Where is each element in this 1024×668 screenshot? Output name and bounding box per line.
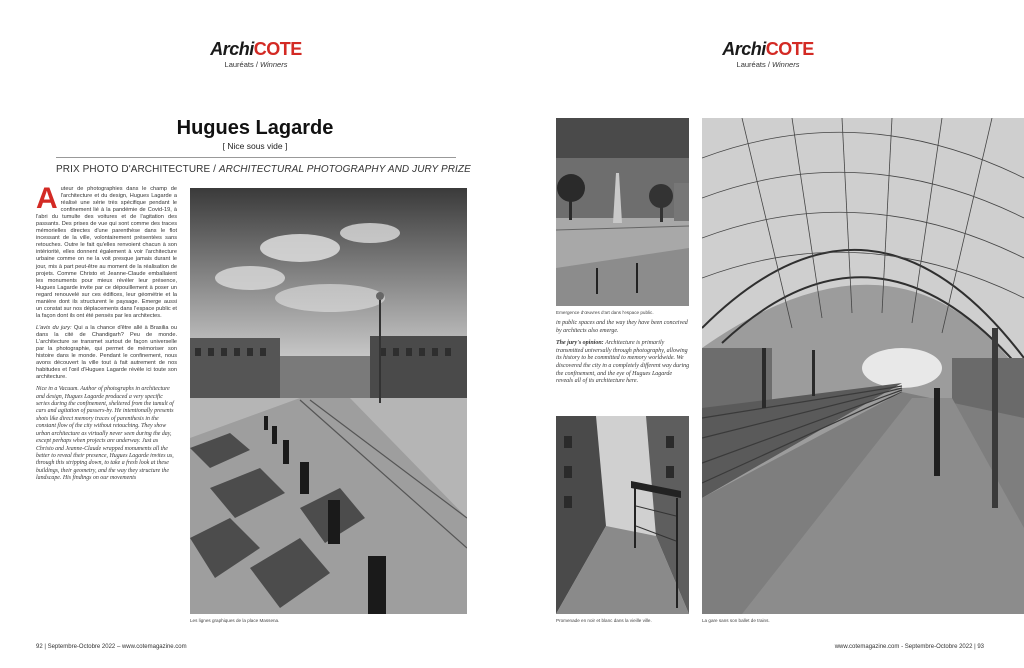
logo-sub-fr: Lauréats /: [224, 60, 258, 69]
magazine-logo-right: [708, 40, 828, 69]
logo-archi: Archi: [722, 39, 766, 59]
photo-public-space: [556, 118, 689, 306]
logo-sub-fr: Lauréats /: [736, 60, 770, 69]
body-column: [36, 182, 177, 488]
right-text-column: [556, 320, 690, 391]
prize-heading: [56, 164, 476, 175]
logo-cote: COTE: [765, 39, 814, 59]
logo-archi: Archi: [210, 39, 254, 59]
caption-public-space: Emergence d'œuvres d'art dans l'espace public.: [556, 310, 654, 315]
magazine-logo: [196, 40, 316, 69]
folio-left: 92 | Septembre-Octobre 2022 – www.cotemagazine.com: [36, 644, 187, 650]
caption-station: La gare sans son ballet de trains.: [702, 618, 770, 623]
prize-en: ARCHITECTURAL PHOTOGRAPHY AND JURY PRIZE: [218, 164, 471, 175]
folio-right: www.cotemagazine.com - Septembre-Octobre 2022 | 93: [834, 644, 984, 650]
caption-massena: Les lignes graphiques de la place Massena.: [190, 618, 280, 623]
caption-old-town: Promenade en noir et blanc dans la vieille ville.: [556, 618, 652, 623]
english-text-right: in public spaces and the way they have been conceived by architects also emerge.: [556, 320, 688, 334]
jury-label-fr: L'avis du jury:: [36, 324, 72, 331]
drop-cap: A: [36, 182, 58, 215]
jury-label-en: The jury's opinion:: [556, 340, 604, 347]
logo-cote: COTE: [253, 39, 302, 59]
jury-text-fr: Qui a la chance d'être allé à Brasilia ou dans la cité de Chandigarh? Peu de monde. L'architecture se transmet surtout de façon universelle par la photographie, qui permet de mémoriser son histoire dans le monde. Pendant le confinement, nous avons découvert la ville tout à fait autrement de nos habitudes et l'œil d'Hugues Lagarde révèle ici toute son architecture.: [36, 324, 177, 381]
photo-old-town: [556, 416, 689, 614]
jury-text-en: Architecture is primarily transmitted universally through photography, allowing its history to be committed to memory worldwide. We discovered the city in a completely different way during the confinement, and the eye of Hugues Lagarde reveals all of its architecture here.: [556, 340, 690, 385]
logo-sub-en: Winners: [260, 60, 288, 69]
photo-place-massena: [190, 188, 467, 614]
title-rule: [56, 157, 456, 158]
intro-text: uteur de photographies dans le champ de l'architecture et du design, Hugues Lagarde a réalisé une série très spécifique pendant le confinement lié à la pandémie de Covid-19, à l'abri du tumulte des voitures et de l'agitation des passants. Des prises de vue qui sont comme des traces mémorielles directes d'une parenthèse dans le flot incessant de la ville, volontairement présentées sans retouches. Outre le fait qu'elles renvoient chacun à son intériorité, elles donnent également à voir l'architecture urbaine comme on ne la voit presque jamais durant le jour, mis à part peut-être au moment de la réalisation de projets. Comme Christo et Jeanne-Claude emballaient les monuments pour mieux révéler leur présence, Hugues Lagarde invite par ce dépouillement à poser un regard renouvelé sur ces édifices, leur géométrie et la manière dont ils structurent le paysage. Emerge aussi un constat sur nos déplacements dans l'espace public et la façon dont ils ont été pensés par les architectes.: [36, 186, 177, 319]
photo-train-station: [702, 118, 1024, 614]
article-subtitle: [ Nice sous vide ]: [222, 141, 288, 151]
article-title: Hugues Lagarde: [176, 117, 334, 139]
prize-fr: PRIX PHOTO D'ARCHITECTURE /: [56, 164, 216, 175]
logo-sub-en: Winners: [772, 60, 800, 69]
english-text-left: Nice in a Vacuum. Author of photographs in architecture and design, Hugues Lagarde produced a very specific series during the confinement, sheltered from the tumult of cars and agitation of passers-by. He intentionally presents shots like direct memory traces of parenthesis in the constant flow of the city without retouching. They show urban architecture as virtually never seen during the day, except perhaps when projects are underway. Just as Christo and Jeanne-Claude wrapped monuments all the better to reveal their presence, Hugues Lagarde invites us, through this stripping down, to take a fresh look at these buildings, their geometry, and the way they structure the landscape. His findings on our movements: [36, 386, 174, 482]
